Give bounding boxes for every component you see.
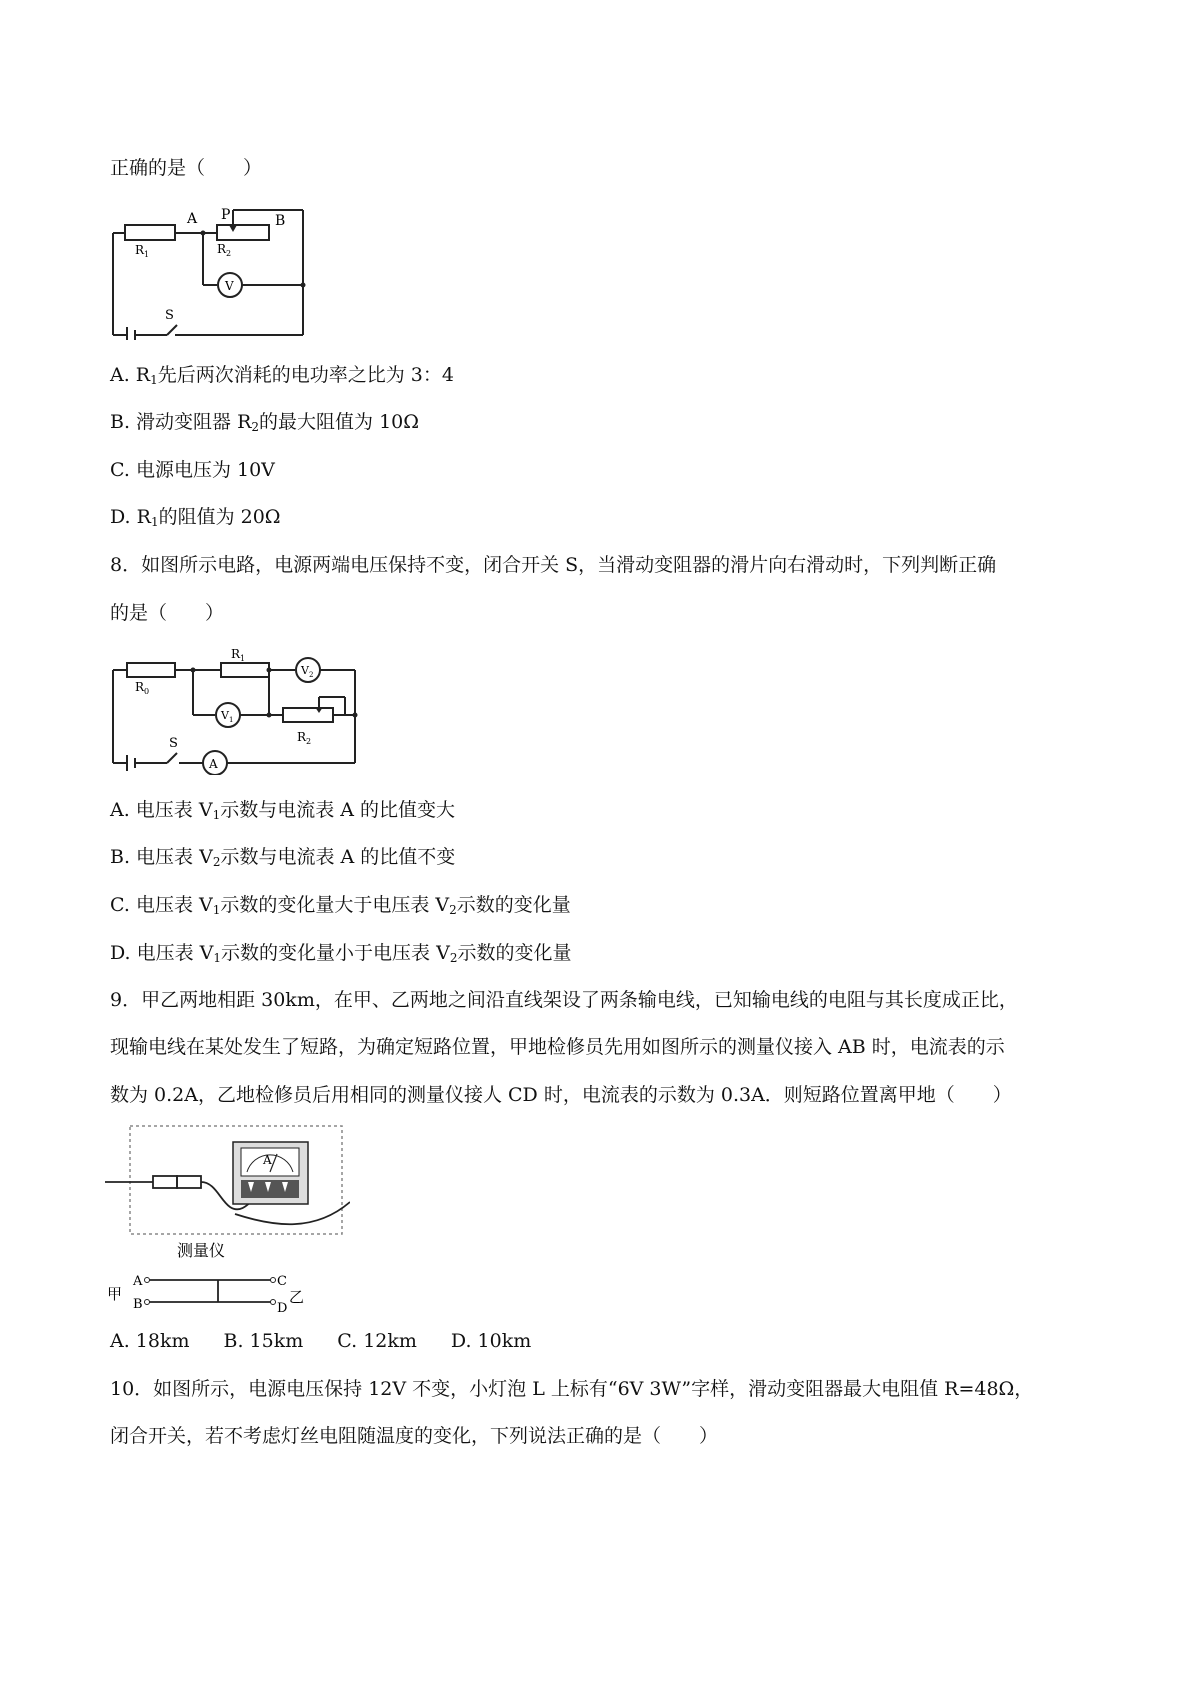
q9-label-jia: 甲 [107,1285,123,1303]
q7-label-v: V [225,279,234,293]
q8-label-r2-sub: 2 [306,737,312,746]
q9-option-b: B. 15km [223,1330,304,1352]
q7-label-s: S [165,308,174,323]
q7-label-b: B [275,213,286,229]
q9-meter-caption: 测量仪 [177,1241,226,1260]
q7-circuit-figure [105,205,315,340]
q8-label-v2-sub: 2 [309,671,314,679]
q7-r1-resistor [125,225,175,240]
q9-meter-instrument [233,1142,308,1204]
q9-meter-a-label: A [263,1153,272,1167]
q9-meter-figure [105,1122,350,1322]
q9-label-d: D [277,1301,288,1316]
q9-options-row [110,1328,565,1354]
q8-r1-resistor [221,663,269,677]
q8-option-b: B. 电压表 $V_2$示数与电流表 A 的比值不变 [110,846,456,869]
q8-stem-line1: 8．如图所示电路，电源两端电压保持不变，闭合开关 S，当滑动变阻器的滑片向右滑动时，下列判断正确 [110,554,997,576]
q7-label-p: P [221,207,231,223]
q10-stem-line2: 闭合开关，若不考虑灯丝电阻随温度的变化，下列说法正确的是（ ） [110,1425,719,1447]
q10-stem-line1: 10．如图所示，电源电压保持 12V 不变，小灯泡 L 上标有“6V 3W”字样，滑动变阻器最大电阻值 R=48Ω， [110,1378,1034,1400]
q9-stem-line1: 9．甲乙两地相距 30km，在甲、乙两地之间沿直线架设了两条输电线，已知输电线的电阻与其长度成正比， [110,989,1018,1011]
q8-label-r1: R [231,647,241,661]
q8-r2-resistor [283,708,333,722]
q8-label-r0-sub: 0 [144,687,150,696]
q7-r2-resistor [217,225,269,240]
q8-circuit-figure [105,645,365,775]
q9-label-b: B [133,1297,143,1312]
q7-label-r1-sub: 1 [144,250,150,259]
q9-label-yi: 乙 [289,1288,305,1306]
q9-option-c: C. 12km [337,1330,417,1352]
q9-option-a: A. 18km [110,1330,190,1352]
q7-option-a: A. $R_1$先后两次消耗的电功率之比为 3：4 [110,364,454,387]
q8-label-v2: V [301,664,309,677]
q8-label-r0: R [135,680,145,694]
q7-label-r1: R [135,243,145,257]
q9-label-a: A [133,1274,143,1289]
q8-r0-resistor [127,663,175,677]
q7-label-r2: R [217,242,227,256]
q8-option-c: C. 电压表 $V_1$示数的变化量大于电压表 $V_2$示数的变化量 [110,894,571,917]
q8-label-v1: V [221,709,229,722]
q9-label-c: C [277,1274,287,1289]
q8-label-r1-sub: 1 [240,654,246,663]
q7-option-c: C. 电源电压为 10V [110,459,275,481]
q7-option-b: B. 滑动变阻器 $R_2$的最大阻值为 10Ω [110,411,420,434]
q7-slider-arrow [229,225,237,232]
q8-label-s: S [169,736,178,751]
q8-option-a: A. 电压表 $V_1$示数与电流表 A 的比值变大 [110,799,456,822]
q7-label-a: A [187,211,198,227]
q8-option-d: D. 电压表 $V_1$示数的变化量小于电压表 $V_2$示数的变化量 [110,942,572,965]
q9-option-d: D. 10km [450,1330,532,1352]
q9-stem-line2: 现输电线在某处发生了短路，为确定短路位置，甲地检修员先用如图所示的测量仪接入 AB 时，电流表的示 [110,1036,1005,1058]
q7-stem-tail: 正确的是（ ） [110,157,263,179]
q8-label-r2: R [297,730,307,744]
q7-option-d: D. $R_1$的阻值为 20Ω [110,506,281,529]
q7-label-r2-sub: 2 [226,249,232,258]
q8-label-v1-sub: 1 [229,716,234,724]
q8-stem-line2: 的是（ ） [110,602,225,624]
q8-label-a: A [209,757,218,771]
q9-stem-line3: 数为 0.2A，乙地检修员后用相同的测量仪接人 CD 时，电流表的示数为 0.3A．则短路位置离甲地（ ） [110,1084,1012,1106]
